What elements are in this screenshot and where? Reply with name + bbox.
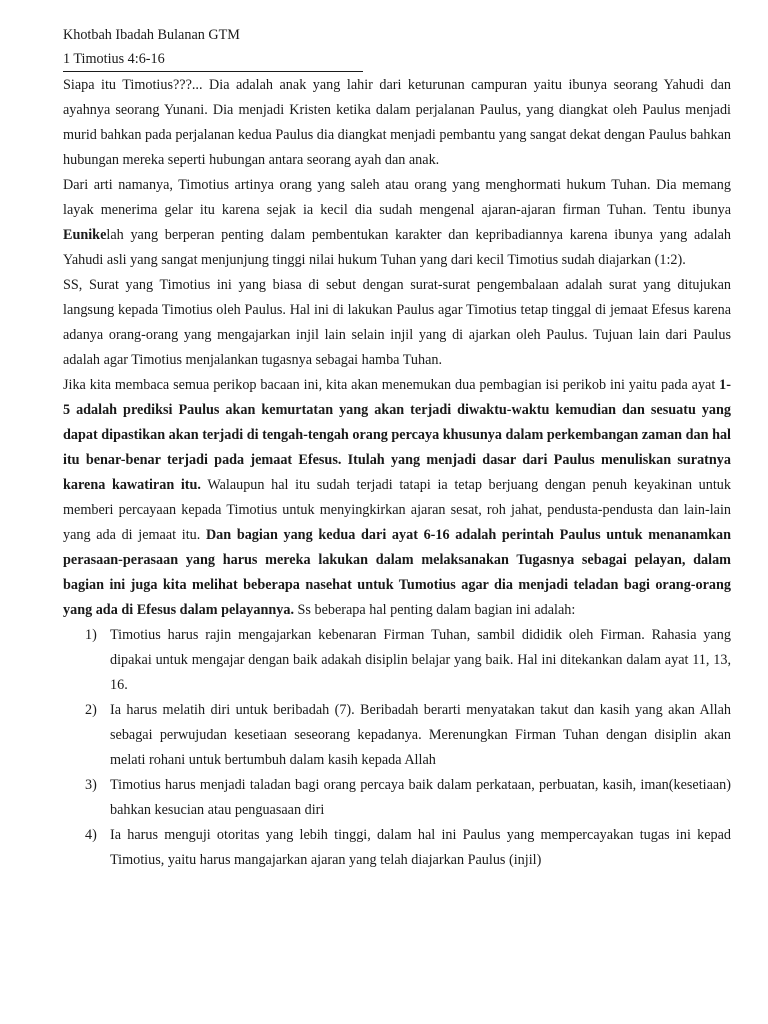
body-paragraphs [63,73,731,623]
list-item [63,823,731,873]
header-underline [63,71,363,72]
list-item-number: 4) [85,827,97,843]
document-title: Khotbah Ibadah Bulanan GTM [63,27,240,43]
scripture-reference: 1 Timotius 4:6-16 [63,51,165,67]
body-paragraph [63,273,731,373]
list-item [63,773,731,823]
list-item-text: Ia harus menguji otoritas yang lebih tinggi, dalam hal ini Paulus yang mempercayakan tugas ini kepad Timotius, yaitu harus mangajarkan ajaran yang telah diajarkan Paulus (injil) [110,827,731,868]
text-run: Ss beberapa hal penting dalam bagian ini adalah: [294,602,576,618]
text-run: Walaupun hal itu sudah terjadi tatapi ia tetap berjuang dengan penuh keyakinan untuk memberi percayaan kepada Timotius untuk menyingkirkan ajaran sesat, roh jahat, pendusta-pendusta dan lain-lain yang ada di jemaat itu. [63,477,731,543]
text-run: lah yang berperan penting dalam pembentukan karakter dan kepribadiannya karena ibunya yang adalah Yahudi asli yang sangat menjunjung tinggi nilai hukum Tuhan yang dari kecil Timotius sudah diajarkan (1:2). [63,227,731,268]
list-item [63,623,731,698]
key-points-list [63,623,731,873]
text-run: SS, Surat yang Timotius ini yang biasa di sebut dengan surat-surat pengembalaan adalah surat yang ditujukan langsung kepada Timotius oleh Paulus. Hal ini di lakukan Paulus agar Timotius tetap tinggal di jemaat Efesus karena adanya orang-orang yang mengajarkan injil lain selain injil yang di ajarkan oleh Paulus. Tujuan lain dari Paulus adalah agar Timotius menjalankan tugasnya sebagai hamba Tuhan. [63,277,731,368]
body-paragraph [63,373,731,623]
list-item-text: Ia harus melatih diri untuk beribadah (7). Beribadah berarti menyatakan takut dan kasih yang akan Allah sebagai perwujudan kesetiaan seseorang kepadanya. Merenungkan Firman Tuhan dengan disiplin akan melati rohani untuk bertumbuh dalam kasih kepada Allah [110,702,731,768]
text-run: Dari arti namanya, Timotius artinya orang yang saleh atau orang yang menghormati hukum Tuhan. Dia memang layak menerima gelar itu karena sejak ia kecil dia sudah mengenal ajaran-ajaran firman Tuhan. Tentu ibunya [63,177,731,218]
list-item [63,698,731,773]
list-item-number: 3) [85,777,97,793]
list-item-text: Timotius harus menjadi taladan bagi orang percaya baik dalam perkataan, perbuatan, kasih, iman(kesetiaan) bahkan kesucian atau penguasaan diri [110,777,731,818]
list-item-number: 2) [85,702,97,718]
bold-text-run: Dan bagian yang kedua dari ayat 6-16 adalah perintah Paulus untuk menanamkan perasaan-perasaan yang harus mereka lakukan dalam melaksanakan Tugasnya sebagai pelayan, dalam bagian ini juga kita melihat beberapa nasehat untuk Tumotius agar dia menjadi teladan bagi orang-orang yang ada di Efesus dalam pelayannya. [63,527,731,618]
body-paragraph [63,173,731,273]
text-run: Jika kita membaca semua perikop bacaan ini, kita akan menemukan dua pembagian isi perikob ini yaitu pada ayat [63,377,720,393]
list-item-number: 1) [85,627,97,643]
list-item-text: Timotius harus rajin mengajarkan kebenaran Firman Tuhan, sambil dididik oleh Firman. Rahasia yang dipakai untuk mengajar dengan baik adakah disiplin belajar yang baik. Hal ini ditekankan dalam ayat 11, 13, 16. [110,627,731,693]
body-paragraph [63,73,731,173]
document-page [63,23,731,873]
bold-text-run: 1-5 adalah prediksi Paulus akan kemurtatan yang akan terjadi diwaktu-waktu kemudian dan sesuatu yang dapat dipastikan akan terjadi di tengah-tengah orang percaya khusunya dalam perkembangan zaman dan hal itu benar-benar terjadi pada jemaat Efesus. Itulah yang menjadi dasar dari Paulus menuliskan suratnya karena kawatiran itu. [63,377,731,493]
text-run: Siapa itu Timotius???... Dia adalah anak yang lahir dari keturunan campuran yaitu ibunya seorang Yahudi dan ayahnya seorang Yunani. Dia menjadi Kristen ketika dalam perjalanan Paulus, yang diangkat oleh Paulus menjadi murid bahkan pada perjalanan kedua Paulus dia diangkat menjadi pembantu yang sangat dekat dengan Paulus bahkan hubungan mereka seperti hubungan antara seorang ayah dan anak. [63,77,731,168]
bold-text-run: Eunike [63,227,107,243]
